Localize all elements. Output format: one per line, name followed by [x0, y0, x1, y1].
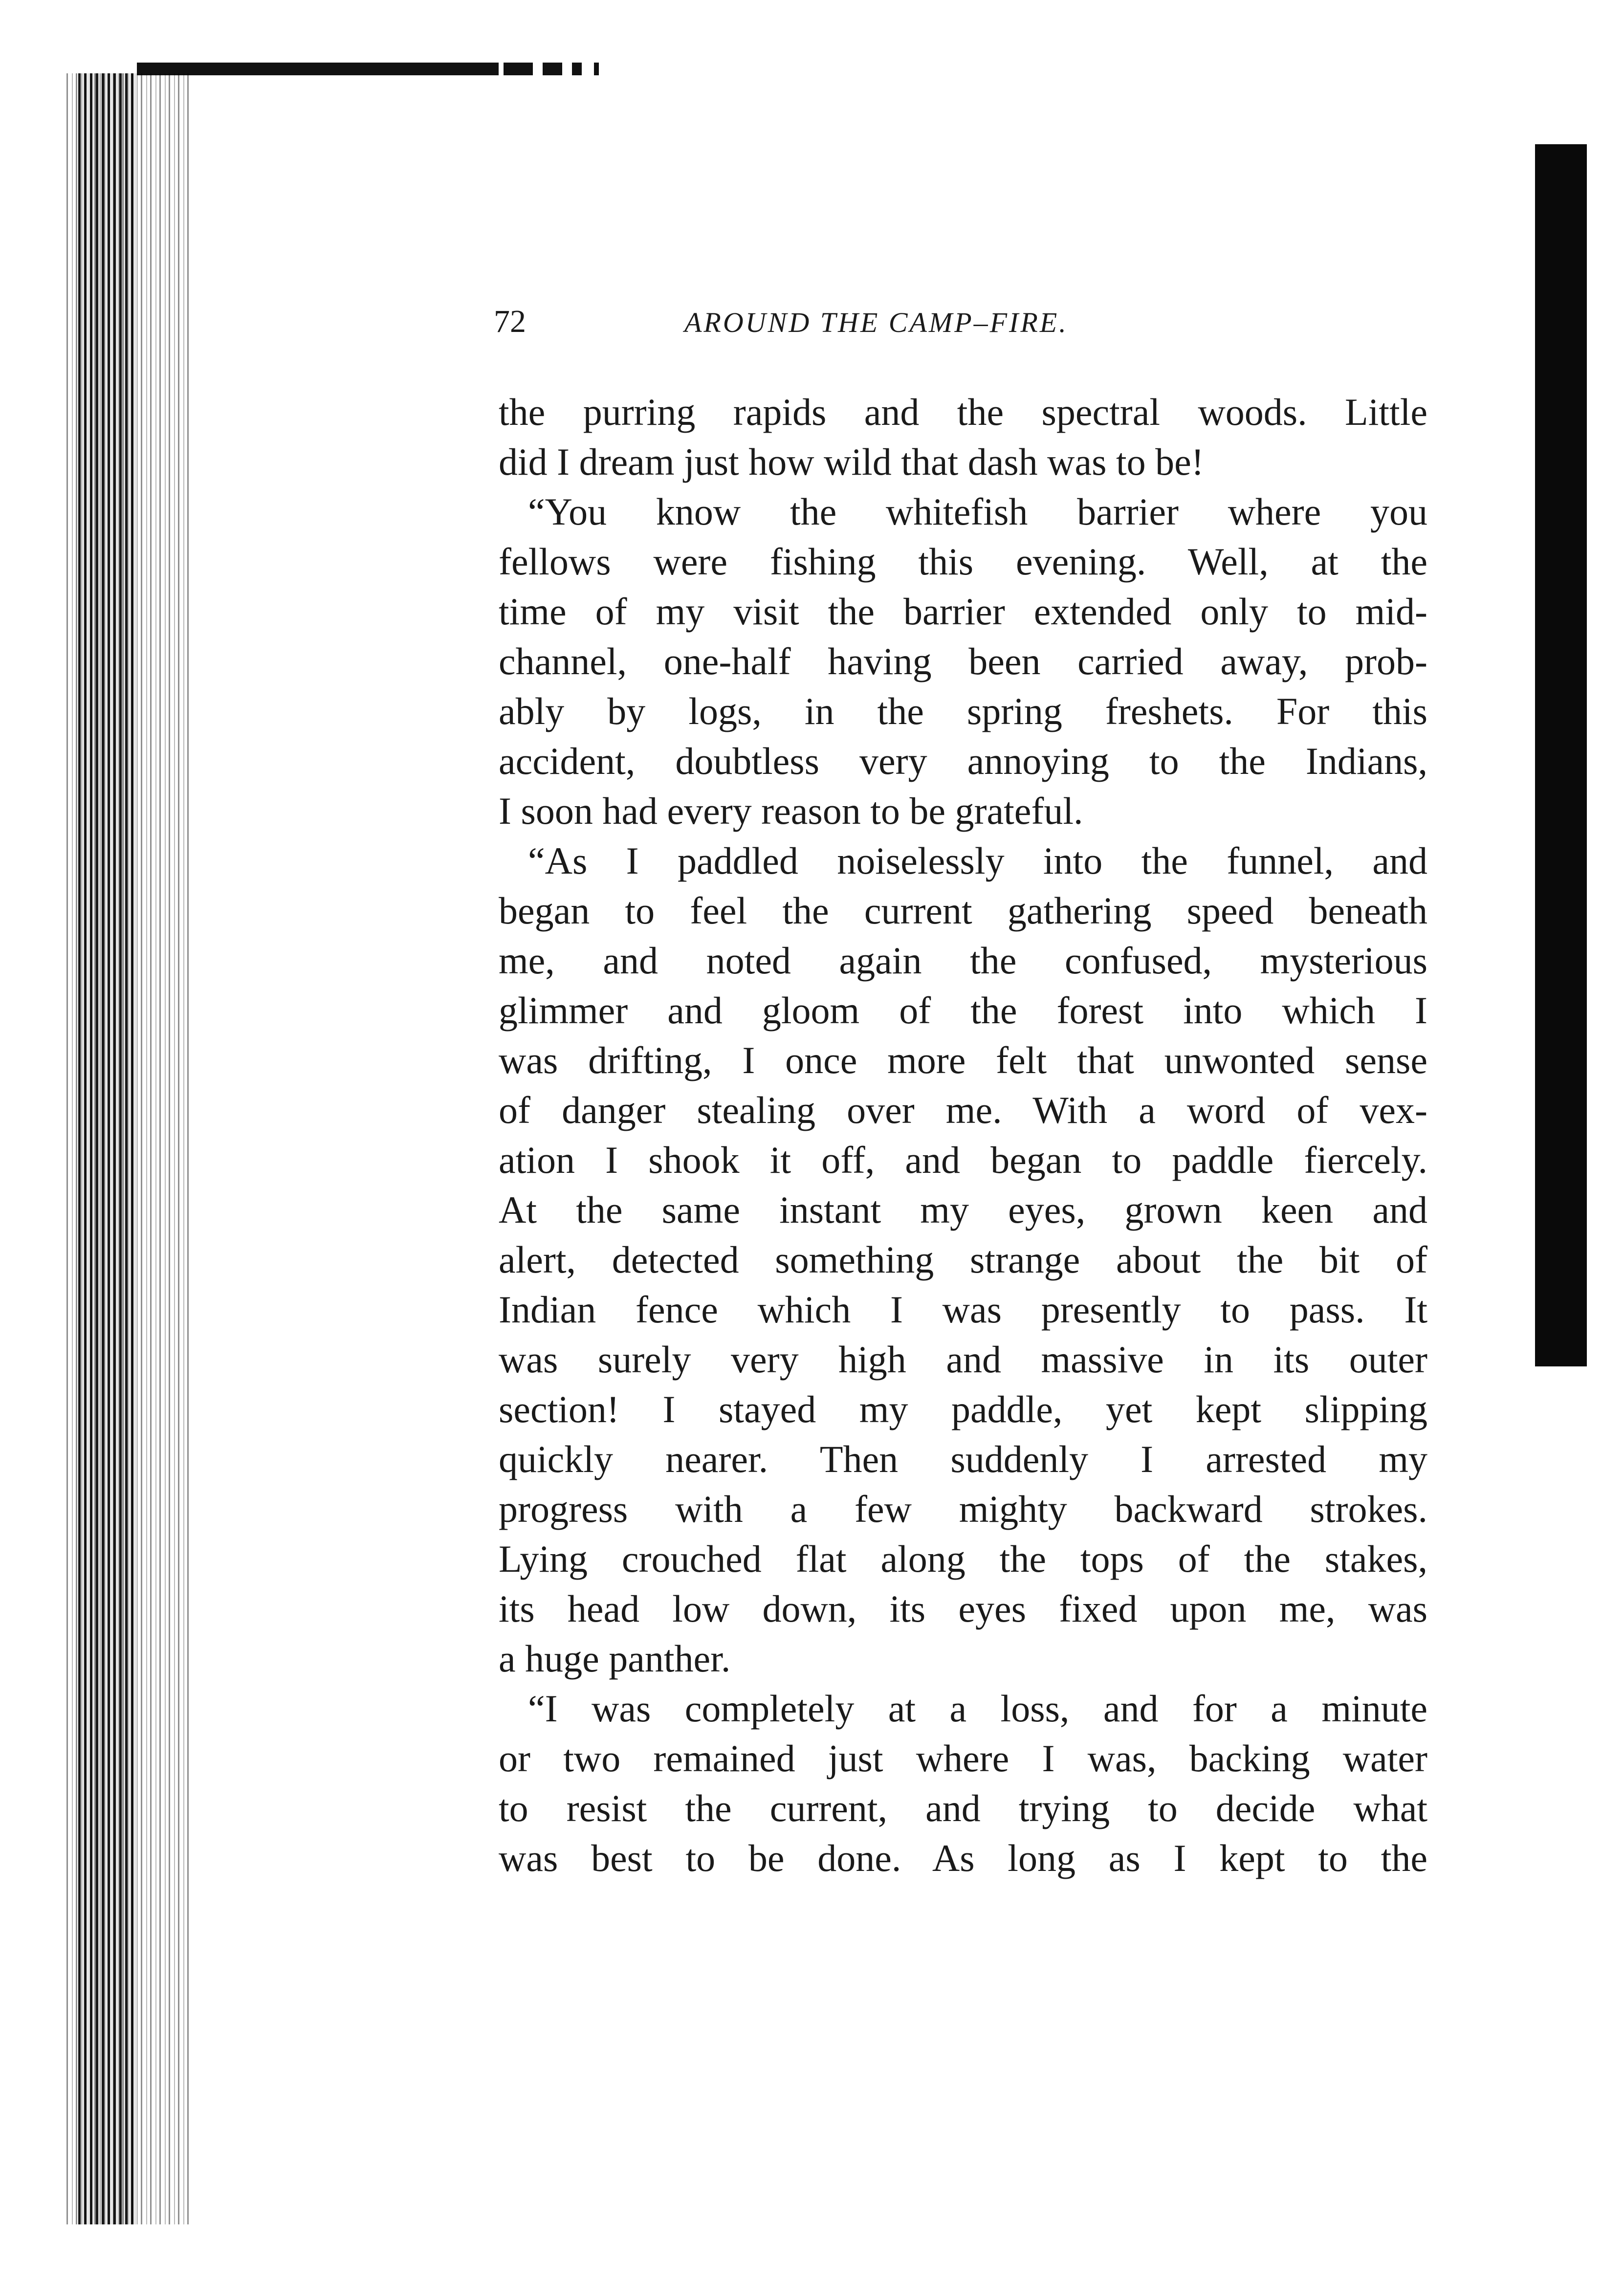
text-line: section! I stayed my paddle, yet kept slipping [499, 1388, 1427, 1430]
text-line: began to feel the current gathering speed beneath [499, 889, 1427, 932]
scan-binding-edge [78, 73, 137, 2224]
text-line: a huge panther. [499, 1637, 731, 1680]
page-header [494, 303, 1432, 357]
text-line: quickly nearer. Then suddenly I arrested my [499, 1438, 1427, 1480]
running-title: AROUND THE CAMP–FIRE. [684, 307, 1068, 338]
text-line: was surely very high and massive in its outer [499, 1338, 1427, 1381]
page-number: 72 [494, 304, 526, 339]
text-line: accident, doubtless very annoying to the Indians, [499, 740, 1427, 782]
text-line: “You know the whitefish barrier where you [528, 490, 1427, 533]
scan-top-rule-dash [504, 63, 533, 75]
text-line: me, and noted again the confused, mysterious [499, 939, 1427, 982]
text-line: “As I paddled noiselessly into the funnel, and [528, 839, 1427, 882]
text-line: ably by logs, in the spring freshets. For this [499, 690, 1427, 732]
text-line: was drifting, I once more felt that unwonted sense [499, 1039, 1427, 1081]
text-line: Lying crouched flat along the tops of the stakes, [499, 1538, 1427, 1580]
text-line: progress with a few mighty backward strokes. [499, 1488, 1427, 1530]
text-line: I soon had every reason to be grateful. [499, 790, 1083, 832]
text-line: fellows were fishing this evening. Well, at the [499, 540, 1427, 583]
text-line: did I dream just how wild that dash was to be! [499, 440, 1204, 483]
text-line: channel, one-half having been carried away, prob- [499, 640, 1427, 682]
text-line: time of my visit the barrier extended only to mid- [499, 590, 1427, 633]
text-line: to resist the current, and trying to decide what [499, 1787, 1427, 1829]
text-line: its head low down, its eyes fixed upon me, was [499, 1587, 1427, 1630]
scan-right-edge-bar [1535, 144, 1587, 1366]
text-line: At the same instant my eyes, grown keen and [499, 1188, 1427, 1231]
text-line: alert, detected something strange about the bit of [499, 1238, 1427, 1281]
text-line: “I was completely at a loss, and for a minute [528, 1687, 1427, 1730]
text-line: ation I shook it off, and began to paddle fiercely. [499, 1139, 1427, 1181]
text-line: Indian fence which I was presently to pass. It [499, 1288, 1427, 1331]
text-line: glimmer and gloom of the forest into which I [499, 989, 1427, 1032]
text-line: the purring rapids and the spectral woods. Little [499, 391, 1427, 433]
scan-top-rule-dash [594, 63, 599, 75]
scan-top-rule-dash [572, 63, 582, 75]
text-line: was best to be done. As long as I kept to the [499, 1837, 1427, 1879]
scan-top-rule-dash [543, 63, 562, 75]
text-line: of danger stealing over me. With a word of vex- [499, 1089, 1427, 1131]
scan-top-rule [137, 63, 499, 75]
body-text [499, 387, 1427, 1883]
text-line: or two remained just where I was, backing water [499, 1737, 1427, 1780]
